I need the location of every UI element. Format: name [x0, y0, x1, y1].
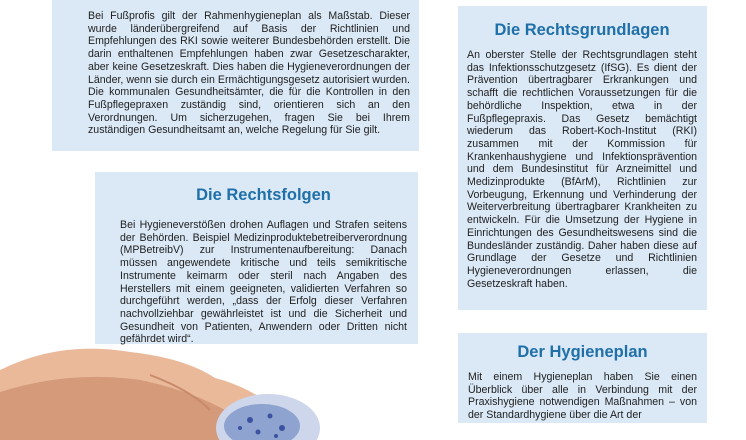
rechtsgrundlagen-heading: Die Rechtsgrundlagen [494, 21, 670, 39]
rahmenhygieneplan-text: Bei Fußprofis gilt der Rahmenhygieneplan als Maßstab. Dieser wurde länderübergreifend auf Basis der Richtlinien und Empfehlungen des RKI sowie weiterer Bundesbehörden erstellt. Die darin enthaltenen Empfehlungen haben zwar Gesetzescharakter, aber keine Gesetzeskraft. Dies haben die Hygieneverordnungen der Länder, wenn sie durch ein Ermächtigungsgesetz autorisiert wurden. Die kommunalen Gesundheitsämter, die für die Kontrollen in den Fußpflegepraxen zuständig sind, orientieren sich an den Verordnungen. Um sicherzugehen, fragen Sie bei Ihrem zuständigen Gesundheitsamt an, welche Regelung für Sie gilt. [88, 10, 410, 137]
hygieneplan-heading: Der Hygieneplan [517, 343, 648, 361]
rechtsgrundlagen-box [458, 6, 707, 310]
hygieneplan-text: Mit einem Hygieneplan haben Sie einen Überblick über alle in Verbindung mit der Praxishygiene notwendigen Maßnahmen – von der Standardhygiene über die Art der [468, 371, 697, 422]
hygieneplan-box [458, 333, 707, 423]
rechtsfolgen-text: Bei Hygieneverstößen drohen Auflagen und Strafen seitens der Behörden. Beispiel Medizinproduktebetreiberverordnung (MPBetreibV) zur Instrumentenaufbereitung: Danach müssen angewendete kritische und teils semikritische Instrumente keimarm oder steril nach Angaben des Herstellers mit einem geeigneten, validierten Verfahren so durchgeführt werden, „dass der Erfolg dieser Verfahren nachvollziehbar gewährleistet ist und die Sicherheit und Gesundheit von Patienten, Anwendern oder Dritten nicht gefährdet wird“. [120, 219, 407, 346]
rechtsgrundlagen-text: An oberster Stelle der Rechtsgrundlagen steht das Infektionsschutzgesetz (IfSG). Es dient der Prävention übertragbarer Erkrankungen und schafft die rechtlichen Voraussetzungen für die behördliche Inspektion, etwa in der Fußpflegepraxis. Das Gesetz bemächtigt wiederum das Robert-Koch-Institut (RKI) zusammen mit der Kommission für Krankenhaushygiene und Infektionsprävention und dem Bundesinstitut für Arzneimittel und Medizinprodukte (BfArM), Richtlinien zur Vorbeugung, Erkennung und Verhinderung der Weiterverbreitung übertragbarer Krankheiten zu entwickeln. Für die Umsetzung der Hygiene in Einrichtungen des Gesundheitswesens sind die Bundesländer zuständig. Daher haben diese auf Grundlage der Gesetze und Richtlinien Hygieneverordnungen erlassen, die Gesetzeskraft haben. [467, 49, 697, 290]
rechtsfolgen-heading: Die Rechtsfolgen [196, 186, 331, 204]
rechtsfolgen-box [95, 172, 418, 344]
rahmenhygieneplan-box [52, 0, 419, 151]
